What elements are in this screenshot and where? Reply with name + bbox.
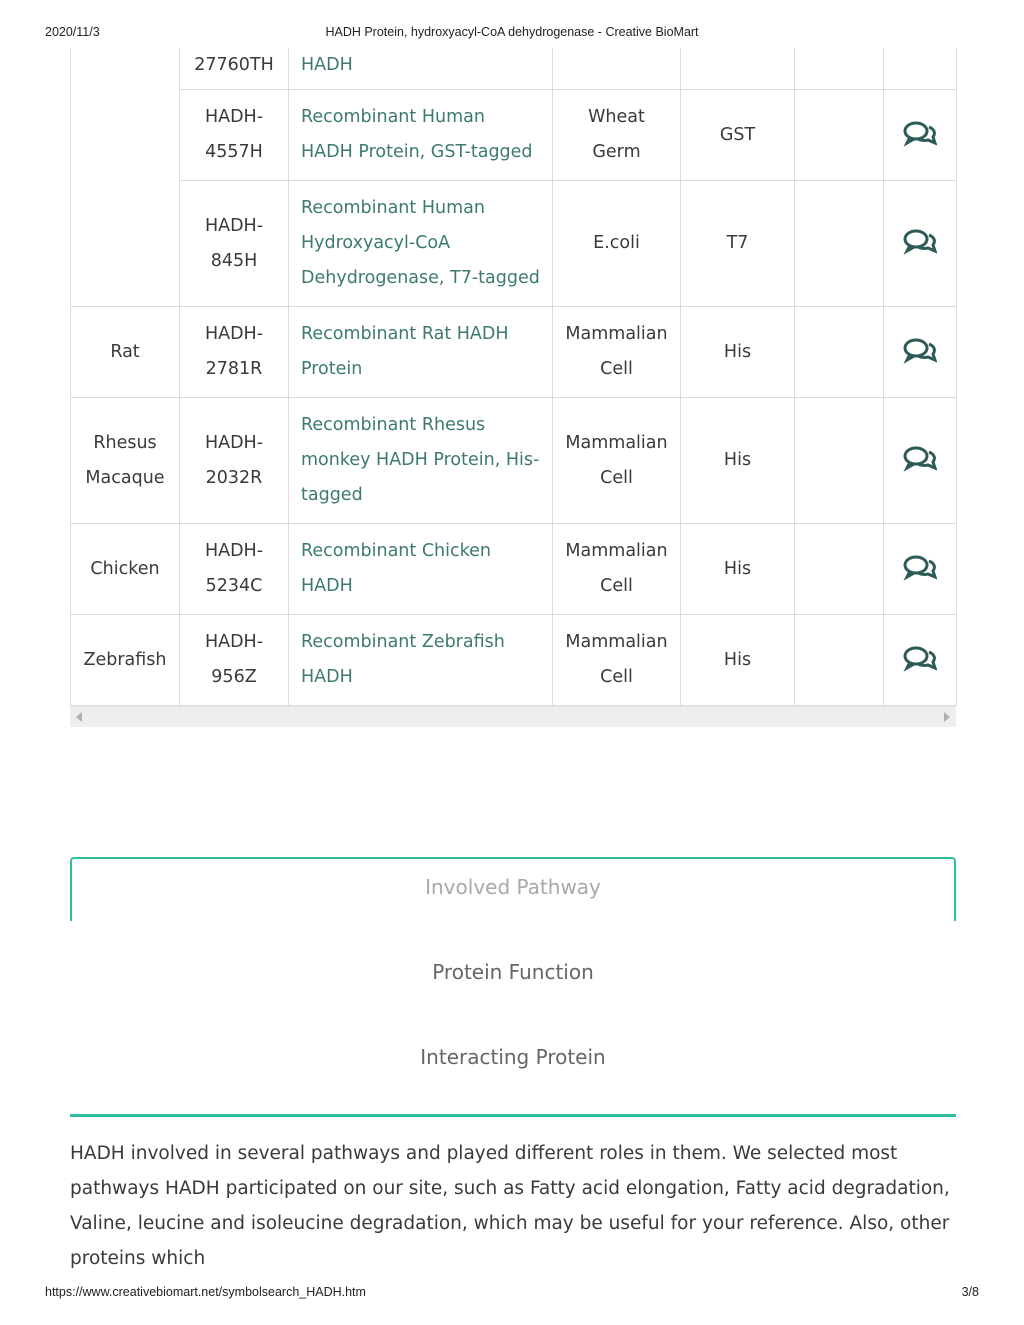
product-name-link[interactable]: Recombinant Rhesus monkey HADH Protein, His-tagged xyxy=(289,398,553,524)
table-row xyxy=(71,181,957,307)
scroll-left-arrow-icon[interactable] xyxy=(76,712,82,722)
table-row xyxy=(71,398,957,524)
species-cell: Rat xyxy=(71,307,180,398)
species-cell xyxy=(71,48,180,307)
table-row xyxy=(71,48,957,90)
source-cell: Mammalian Cell xyxy=(553,615,681,706)
catalog-cell: HADH-845H xyxy=(180,181,289,307)
tag-cell: His xyxy=(681,307,795,398)
inquiry-cell xyxy=(884,615,957,706)
species-cell: Zebrafish xyxy=(71,615,180,706)
product-name-link[interactable]: Recombinant Human HADH Protein, GST-tagged xyxy=(289,90,553,181)
print-footer xyxy=(0,1285,1024,1301)
source-cell xyxy=(553,48,681,90)
chat-bubbles-icon[interactable] xyxy=(903,337,937,367)
chat-bubbles-icon[interactable] xyxy=(903,120,937,150)
tab-interacting-protein[interactable]: Interacting Protein xyxy=(420,1045,606,1069)
source-cell: E.coli xyxy=(553,181,681,307)
tag-cell: GST xyxy=(681,90,795,181)
tag-cell: His xyxy=(681,398,795,524)
chat-bubbles-icon[interactable] xyxy=(903,445,937,475)
scroll-right-arrow-icon[interactable] xyxy=(944,712,950,722)
catalog-cell: 27760TH xyxy=(180,48,289,90)
inquiry-cell xyxy=(884,48,957,90)
tag-cell xyxy=(681,48,795,90)
product-table xyxy=(70,48,957,706)
pathway-description: HADH involved in several pathways and played different roles in them. We selected most pathways HADH participated on our site, such as Fatty acid elongation, Fatty acid degradation, Valine, leucine and isoleucine degradation, which may be useful for your reference. Also, other proteins which xyxy=(70,1143,950,1269)
inquiry-cell xyxy=(884,181,957,307)
species-cell: Rhesus Macaque xyxy=(71,398,180,524)
catalog-cell: HADH-2032R xyxy=(180,398,289,524)
print-header xyxy=(0,25,1024,41)
table-row xyxy=(71,90,957,181)
print-page-number: 3/8 xyxy=(961,1285,979,1299)
tag-cell: His xyxy=(681,524,795,615)
product-name-link[interactable]: Recombinant Human Hydroxyacyl-CoA Dehydrogenase, T7-tagged xyxy=(289,181,553,307)
table-row xyxy=(71,307,957,398)
inquiry-cell xyxy=(884,398,957,524)
empty-cell xyxy=(795,307,884,398)
inquiry-cell xyxy=(884,90,957,181)
source-cell: Mammalian Cell xyxy=(553,398,681,524)
table-row xyxy=(71,524,957,615)
empty-cell xyxy=(795,90,884,181)
horizontal-scrollbar[interactable] xyxy=(70,706,956,727)
product-name-link[interactable]: Recombinant Zebrafish HADH xyxy=(289,615,553,706)
empty-cell xyxy=(795,524,884,615)
catalog-cell: HADH-5234C xyxy=(180,524,289,615)
chat-bubbles-icon[interactable] xyxy=(903,645,937,675)
source-cell: Wheat Germ xyxy=(553,90,681,181)
print-date: 2020/11/3 xyxy=(45,25,100,39)
tab-involved-pathway-label: Involved Pathway xyxy=(425,875,601,899)
chat-bubbles-icon[interactable] xyxy=(903,228,937,258)
product-name-link[interactable]: Recombinant Chicken HADH xyxy=(289,524,553,615)
catalog-cell: HADH-2781R xyxy=(180,307,289,398)
tag-cell: T7 xyxy=(681,181,795,307)
inquiry-cell xyxy=(884,307,957,398)
section-divider xyxy=(70,1114,956,1117)
source-cell: Mammalian Cell xyxy=(553,307,681,398)
empty-cell xyxy=(795,398,884,524)
print-title: HADH Protein, hydroxyacyl-CoA dehydrogenase - Creative BioMart xyxy=(325,25,699,39)
catalog-cell: HADH-956Z xyxy=(180,615,289,706)
empty-cell xyxy=(795,48,884,90)
source-cell: Mammalian Cell xyxy=(553,524,681,615)
empty-cell xyxy=(795,615,884,706)
table-row xyxy=(71,615,957,706)
tab-protein-function[interactable]: Protein Function xyxy=(432,960,594,984)
species-cell: Chicken xyxy=(71,524,180,615)
catalog-cell: HADH-4557H xyxy=(180,90,289,181)
tab-involved-pathway[interactable] xyxy=(70,857,956,921)
inquiry-cell xyxy=(884,524,957,615)
product-name-link[interactable]: Recombinant Rat HADH Protein xyxy=(289,307,553,398)
product-name-link[interactable]: HADH xyxy=(289,48,553,90)
tag-cell: His xyxy=(681,615,795,706)
empty-cell xyxy=(795,181,884,307)
chat-bubbles-icon[interactable] xyxy=(903,554,937,584)
product-table-container xyxy=(70,48,956,727)
print-url: https://www.creativebiomart.net/symbolsearch_HADH.htm xyxy=(45,1285,366,1299)
